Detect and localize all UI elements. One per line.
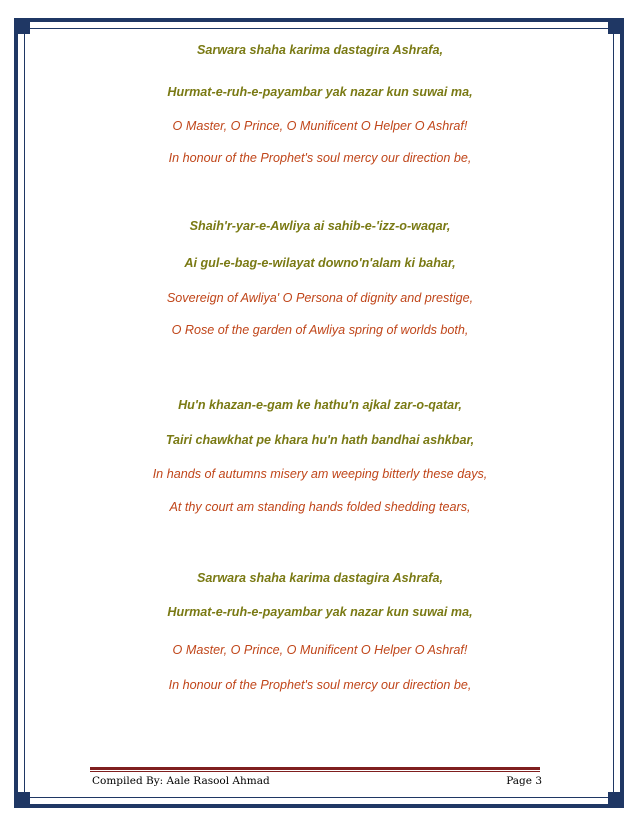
stanza-4-line-3: O Master, O Prince, O Munificent O Helper O Ashraf! [172,643,468,657]
border-corner-top-right [608,18,624,34]
stanza-3-line-4: At thy court am standing hands folded shedding tears, [169,500,471,514]
stanza-2-line-4: O Rose of the garden of Awliya spring of worlds both, [171,323,469,337]
stanza-4-line-4: In honour of the Prophet's soul mercy our direction be, [168,678,472,692]
stanza-2-line-3: Sovereign of Awliya' O Persona of dignity and prestige, [166,291,474,305]
footer-page-number: Page 3 [506,775,542,787]
stanza-1-line-1: Sarwara shaha karima dastagira Ashrafa, [197,43,443,57]
border-corner-top-left [14,18,30,34]
stanza-3-line-1: Hu'n khazan-e-gam ke hathu'n ajkal zar-o-qatar, [178,398,462,412]
stanza-3-line-3: In hands of autumns misery am weeping bitterly these days, [152,467,488,481]
stanza-3-line-2: Tairi chawkhat pe khara hu'n hath bandhai ashkbar, [165,433,475,447]
footer-compiled-by: Compiled By: Aale Rasool Ahmad [92,775,270,787]
footer-rule-thin [90,771,540,772]
stanza-1-line-4: In honour of the Prophet's soul mercy our direction be, [168,151,472,165]
stanza-1-line-2: Hurmat-e-ruh-e-payambar yak nazar kun suwai ma, [167,85,473,99]
footer-rule [90,767,540,770]
stanza-2-line-2: Ai gul-e-bag-e-wilayat downo'n'alam ki bahar, [184,256,456,270]
border-corner-bottom-left [14,792,30,808]
stanza-4-line-2: Hurmat-e-ruh-e-payambar yak nazar kun suwai ma, [167,605,473,619]
stanza-4-line-1: Sarwara shaha karima dastagira Ashrafa, [197,571,443,585]
stanza-2-line-1: Shaih'r-yar-e-Awliya ai sahib-e-'izz-o-waqar, [189,219,451,233]
border-corner-bottom-right [608,792,624,808]
stanza-1-line-3: O Master, O Prince, O Munificent O Helper O Ashraf! [172,119,468,133]
